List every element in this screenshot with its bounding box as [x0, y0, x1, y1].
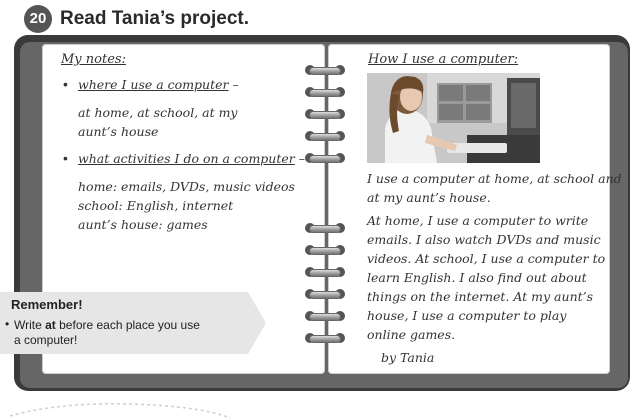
notes-heading: My notes: [61, 52, 126, 67]
project-p2-line-6: house, I use a computer to play [367, 308, 567, 323]
notes-item-2 [78, 150, 305, 168]
notes-item-1 [78, 76, 239, 94]
notes-item-1-line-1: at home, at school, at my [78, 105, 238, 120]
girl-at-computer-photo [367, 73, 540, 163]
notes-item-2-dash: – [294, 151, 305, 166]
remember-text-after: before each place you use [55, 318, 200, 332]
remember-title: Remember! [11, 297, 83, 312]
spiral-ring [305, 288, 345, 300]
project-p1-line-2: at my aunt’s house. [367, 190, 491, 205]
remember-text-line-2: a computer! [14, 333, 78, 347]
project-p2-line-3: videos. At school, I use a computer to [367, 251, 606, 266]
project-signature: by Tania [381, 350, 435, 365]
dashed-decoration [0, 398, 644, 419]
exercise-title: Read Tania’s project. [60, 8, 249, 29]
notes-item-1-line-2: aunt’s house [78, 124, 159, 139]
notes-item-2-line-3: aunt’s house: games [78, 217, 208, 232]
notes-item-2-line-2: school: English, internet [78, 198, 234, 213]
bullet-dot: • [63, 76, 68, 92]
remember-text [5, 317, 239, 348]
notes-item-2-heading: what activities I do on a computer [78, 151, 295, 166]
project-p2-line-7: online games. [367, 327, 456, 342]
spiral-ring [305, 130, 345, 142]
spiral-ring [305, 266, 345, 278]
exercise-number-badge: 20 [24, 5, 52, 33]
remember-text-before: Write [14, 318, 46, 332]
spiral-ring [305, 222, 345, 234]
spiral-ring [305, 64, 345, 76]
spiral-ring [305, 332, 345, 344]
project-p2-line-2: emails. I also watch DVDs and music [367, 232, 601, 247]
project-p1-line-1: I use a computer at home, at school and [367, 171, 622, 186]
remember-text-bold: at [45, 318, 56, 332]
project-p2-line-4: learn English. I also find out about [367, 270, 587, 285]
photo-illustration [367, 73, 540, 163]
spiral-ring [305, 244, 345, 256]
project-heading: How I use a computer: [368, 52, 519, 67]
bullet-dot: • [5, 317, 10, 331]
notes-item-1-heading: where I use a computer [78, 77, 229, 92]
spiral-ring [305, 86, 345, 98]
notes-item-2-line-1: home: emails, DVDs, music videos [78, 179, 295, 194]
spiral-ring [305, 310, 345, 322]
spiral-ring [305, 152, 345, 164]
bullet-dot: • [63, 150, 68, 166]
project-p2-line-1: At home, I use a computer to write [367, 213, 589, 228]
project-p2-line-5: things on the internet. At my aunt’s [367, 289, 594, 304]
spiral-ring [305, 108, 345, 120]
notes-item-1-dash: – [228, 77, 239, 92]
